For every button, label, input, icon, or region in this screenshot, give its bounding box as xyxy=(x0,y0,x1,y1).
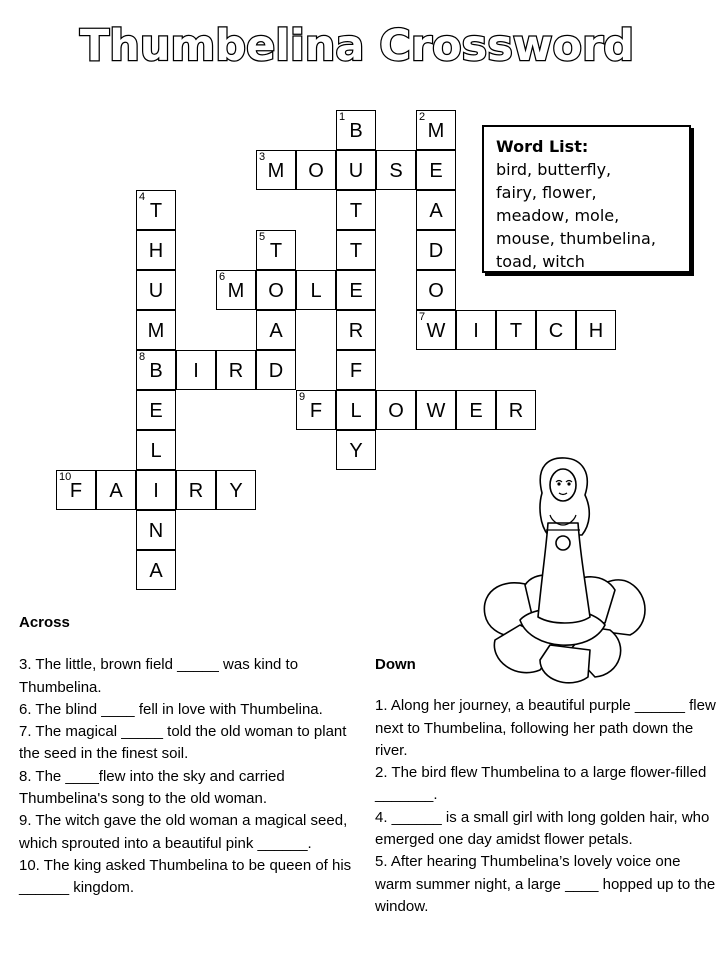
crossword-cell[interactable] xyxy=(336,110,376,150)
clue-number: 3 xyxy=(259,151,266,163)
cell-letter: Y xyxy=(349,439,363,462)
word-list-line: meadow, mole, xyxy=(496,206,620,225)
across-clue: 10. The king asked Thumbelina to be queen of his ______ kingdom. xyxy=(19,856,352,897)
cell-letter: I xyxy=(473,319,479,342)
crossword-cell[interactable] xyxy=(376,390,416,430)
crossword-cell[interactable] xyxy=(536,310,576,350)
cell-letter: A xyxy=(109,479,123,502)
cell-letter: E xyxy=(469,399,483,422)
cell-letter: M xyxy=(147,319,165,342)
cell-letter: O xyxy=(268,279,284,302)
cell-letter: U xyxy=(148,279,164,302)
across-clue: 7. The magical _____ told the old woman to plant the seed in the finest soil. xyxy=(19,723,347,763)
crossword-cell[interactable] xyxy=(456,310,496,350)
cell-letter: Y xyxy=(229,479,243,502)
cell-letter: U xyxy=(348,159,364,182)
cell-letter: F xyxy=(309,399,323,422)
cell-letter: T xyxy=(149,199,163,222)
cell-letter: F xyxy=(349,359,363,382)
cell-letter: R xyxy=(348,319,364,342)
across-clues xyxy=(19,612,364,900)
clue-number: 1 xyxy=(339,111,346,123)
word-list-line: fairy, flower, xyxy=(496,183,597,202)
crossword-cell[interactable] xyxy=(136,430,176,470)
cell-letter: N xyxy=(148,519,164,542)
cell-letter: B xyxy=(149,359,163,382)
down-heading: Down xyxy=(375,656,416,673)
crossword-cell[interactable] xyxy=(136,390,176,430)
crossword-cell[interactable] xyxy=(216,270,256,310)
crossword-cell[interactable] xyxy=(176,470,216,510)
crossword-cell[interactable] xyxy=(136,310,176,350)
crossword-cell[interactable] xyxy=(336,310,376,350)
clue-number: 5 xyxy=(259,231,266,243)
clue-number: 9 xyxy=(299,391,306,403)
cell-letter: W xyxy=(426,399,446,422)
cell-letter: A xyxy=(269,319,283,342)
page-title-text: Thumbelina Crossword xyxy=(79,21,635,71)
cell-letter: M xyxy=(427,119,445,142)
crossword-cell[interactable] xyxy=(416,150,456,190)
cell-letter: D xyxy=(428,239,444,262)
crossword-cell[interactable] xyxy=(136,550,176,590)
crossword-cell[interactable] xyxy=(136,230,176,270)
cell-letter: E xyxy=(149,399,163,422)
crossword-cell[interactable] xyxy=(136,350,176,390)
cell-letter: R xyxy=(228,359,244,382)
crossword-cell[interactable] xyxy=(376,150,416,190)
cell-letter: R xyxy=(508,399,524,422)
cell-letter: M xyxy=(267,159,285,182)
cell-letter: L xyxy=(350,399,362,422)
crossword-cell[interactable] xyxy=(496,310,536,350)
down-clues xyxy=(375,654,720,918)
crossword-cell[interactable] xyxy=(256,150,296,190)
crossword-cell[interactable] xyxy=(296,270,336,310)
cell-letter: A xyxy=(429,199,443,222)
crossword-cell[interactable] xyxy=(496,390,536,430)
crossword-cell[interactable] xyxy=(456,390,496,430)
clue-number: 7 xyxy=(419,311,426,323)
across-clue: 6. The blind ____ fell in love with Thumbelina. xyxy=(19,700,323,718)
crossword-cell[interactable] xyxy=(416,390,456,430)
crossword-cell[interactable] xyxy=(96,470,136,510)
crossword-cell[interactable] xyxy=(256,230,296,270)
down-clue: 4. ______ is a small girl with long golden hair, who emerged one day amidst flower petals. xyxy=(375,808,710,849)
cell-letter: B xyxy=(349,119,363,142)
crossword-cell[interactable] xyxy=(416,190,456,230)
cell-letter: D xyxy=(268,359,284,382)
cell-letter: I xyxy=(193,359,199,382)
crossword-cell[interactable] xyxy=(136,190,176,230)
cell-letter: O xyxy=(308,159,324,182)
cell-letter: L xyxy=(150,439,162,462)
crossword-cell[interactable] xyxy=(56,470,96,510)
crossword-cell[interactable] xyxy=(216,470,256,510)
word-list-heading: Word List: xyxy=(496,137,589,156)
across-heading: Across xyxy=(19,614,70,631)
cell-letter: W xyxy=(426,319,446,342)
cell-letter: L xyxy=(310,279,322,302)
crossword-cell[interactable] xyxy=(136,470,176,510)
cell-letter: M xyxy=(227,279,245,302)
crossword-cell[interactable] xyxy=(216,350,256,390)
crossword-cell[interactable] xyxy=(576,310,616,350)
cell-letter: H xyxy=(588,319,604,342)
word-list-box xyxy=(482,125,691,273)
clue-number: 10 xyxy=(59,471,72,483)
crossword-cell[interactable] xyxy=(176,350,216,390)
word-list-line: toad, witch xyxy=(496,252,585,271)
crossword-cell[interactable] xyxy=(416,110,456,150)
crossword-cell[interactable] xyxy=(256,310,296,350)
cell-letter: O xyxy=(428,279,444,302)
crossword-cell[interactable] xyxy=(296,390,336,430)
crossword-cell[interactable] xyxy=(336,150,376,190)
crossword-cell[interactable] xyxy=(296,150,336,190)
across-clue: 9. The witch gave the old woman a magical seed, which sprouted into a beautiful pink ______. xyxy=(19,812,348,852)
crossword-cell[interactable] xyxy=(136,270,176,310)
down-clue: 2. The bird flew Thumbelina to a large flower-filled _______. xyxy=(375,764,707,804)
word-list-line: bird, butterfly, xyxy=(496,160,612,179)
down-clue: 5. After hearing Thumbelina’s lovely voice one warm summer night, a large ____ hopped up to the window. xyxy=(375,853,716,915)
crossword-cell[interactable] xyxy=(416,270,456,310)
clue-number: 2 xyxy=(419,111,426,123)
crossword-cell[interactable] xyxy=(416,230,456,270)
cell-letter: O xyxy=(388,399,404,422)
cell-letter: F xyxy=(69,479,83,502)
cell-letter: C xyxy=(548,319,564,342)
down-clue: 1. Along her journey, a beautiful purple ______ flew next to Thumbelina, following her path down the river. xyxy=(375,697,716,759)
cell-letter: T xyxy=(349,199,363,222)
crossword-cell[interactable] xyxy=(336,430,376,470)
crossword-cell[interactable] xyxy=(256,350,296,390)
clue-number: 4 xyxy=(139,191,146,203)
clue-number: 6 xyxy=(219,271,226,283)
cell-letter: I xyxy=(153,479,159,502)
clue-number: 8 xyxy=(139,351,146,363)
word-list-line: mouse, thumbelina, xyxy=(496,229,656,248)
across-clue: 8. The ____flew into the sky and carried Thumbelina's song to the old woman. xyxy=(19,767,285,808)
cell-letter: T xyxy=(269,239,283,262)
cell-letter: A xyxy=(149,559,163,582)
crossword-cell[interactable] xyxy=(336,230,376,270)
crossword-cell[interactable] xyxy=(336,270,376,310)
crossword-cell[interactable] xyxy=(136,510,176,550)
crossword-cell[interactable] xyxy=(336,190,376,230)
crossword-cell[interactable] xyxy=(336,390,376,430)
cell-letter: H xyxy=(148,239,164,262)
cell-letter: T xyxy=(509,319,523,342)
across-clue: 3. The little, brown field _____ was kind to Thumbelina. xyxy=(19,656,299,696)
crossword-cell[interactable] xyxy=(336,350,376,390)
crossword-cell[interactable] xyxy=(256,270,296,310)
cell-letter: R xyxy=(188,479,204,502)
crossword-cell[interactable] xyxy=(416,310,456,350)
cell-letter: E xyxy=(429,159,443,182)
cell-letter: E xyxy=(349,279,363,302)
cell-letter: S xyxy=(389,159,403,182)
cell-letter: T xyxy=(349,239,363,262)
